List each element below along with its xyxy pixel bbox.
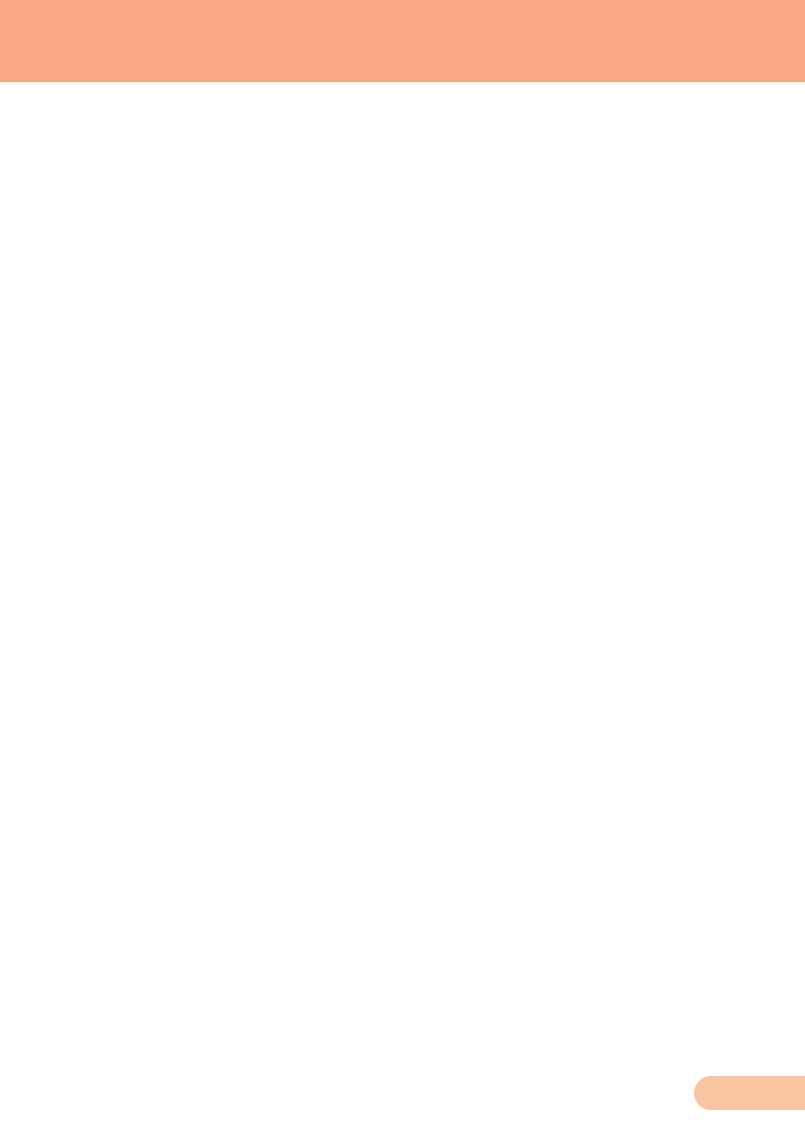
page-number-tab xyxy=(694,1076,805,1110)
running-header xyxy=(703,47,717,62)
header-band xyxy=(0,0,805,82)
section-title xyxy=(84,121,712,155)
subheading-privacy xyxy=(84,183,712,209)
subheading-backup xyxy=(84,157,712,183)
page-content xyxy=(84,119,712,210)
